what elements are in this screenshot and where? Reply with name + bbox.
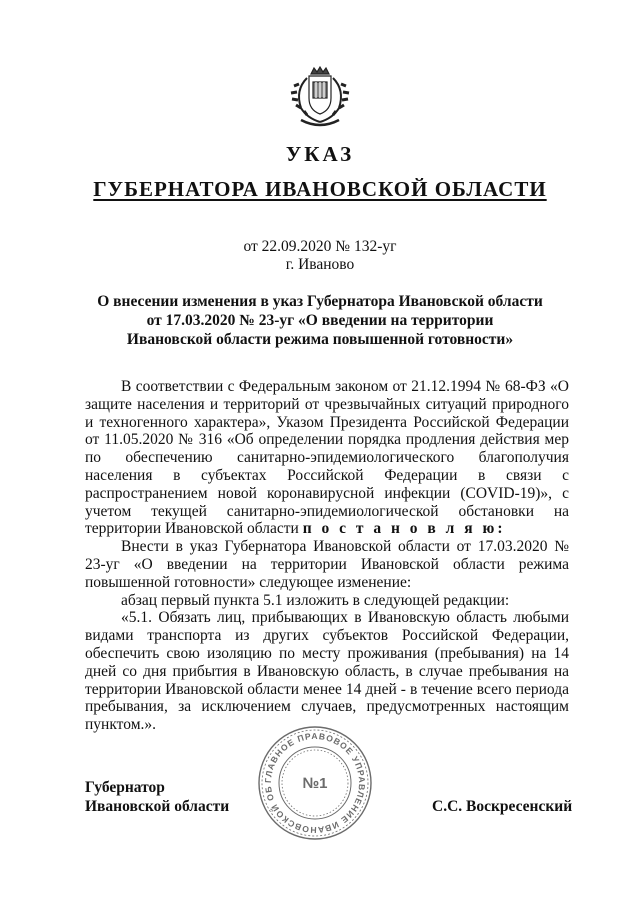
preamble-text: В соответствии с Федеральным законом от 21.12.1994 № 68-ФЗ «О защите населения и территорий от чрезвычайных ситуаций природного и техногенного характера», Указом Президента Российской Федерации от 11.05.2020 № 316 «Об определении порядка продления действия мер по обеспечению санитарно-эпидемиологического благополучия населения в субъектах Российской Федерации в связи с распространением новой коронавирусной инфекции (COVID-19)», с учетом текущей санитарно-эпидемиологической обстановки на территории Ивановской области	[85, 378, 569, 538]
decree-colon: :	[497, 520, 503, 538]
decree-word: п о с т а н о в л я ю	[302, 520, 498, 538]
paragraph-preamble	[85, 378, 569, 538]
document-issuer: ГУБЕРНАТОРА ИВАНОВСКОЙ ОБЛАСТИ	[93, 177, 547, 201]
signatory-position-line-1: Губернатор	[85, 779, 165, 796]
paragraph-instruction: абзац первый пункта 5.1 изложить в следующей редакции:	[121, 591, 510, 609]
signatory-name: С.С. Воскресенский	[432, 798, 573, 815]
seal-ring-text: ГЛАВНОЕ ПРАВОВОЕ УПРАВЛЕНИЕ ИВАНОВСКОЙ ОБ	[262, 730, 368, 836]
document-title: УКАЗ	[285, 142, 355, 166]
subject-line-3: Ивановской области режима повышенной готовности»	[126, 331, 514, 348]
document-date-number: от 22.09.2020 № 132-уг	[243, 238, 397, 255]
paragraph-amend: Внести в указ Губернатора Ивановской области от 17.03.2020 № 23-уг «О введении на территории Ивановской области режима повышенной готовности» следующее изменение:	[85, 538, 569, 591]
official-seal	[256, 724, 374, 842]
document-city: г. Иваново	[285, 256, 355, 273]
coat-of-arms-icon	[287, 64, 353, 130]
paragraph-new-wording: «5.1. Обязать лиц, прибывающих в Ивановскую область любыми видами транспорта из других субъектов Российской Федерации, обеспечить свою изоляцию по месту проживания (пребывания) на 14 дней со дня прибытия в Ивановскую область, в случае пребывания на территории Ивановской области менее 14 дней - в течение всего периода пребывания, за исключением случаев, предусмотренных настоящим пунктом.».	[85, 609, 569, 734]
subject-line-1: О внесении изменения в указ Губернатора Ивановской области	[97, 293, 543, 310]
signatory-position-line-2: Ивановской области	[85, 798, 230, 815]
document-body	[85, 378, 569, 734]
subject-line-2: от 17.03.2020 № 23-уг «О введении на территории	[146, 312, 494, 329]
seal-number: №1	[302, 775, 328, 792]
